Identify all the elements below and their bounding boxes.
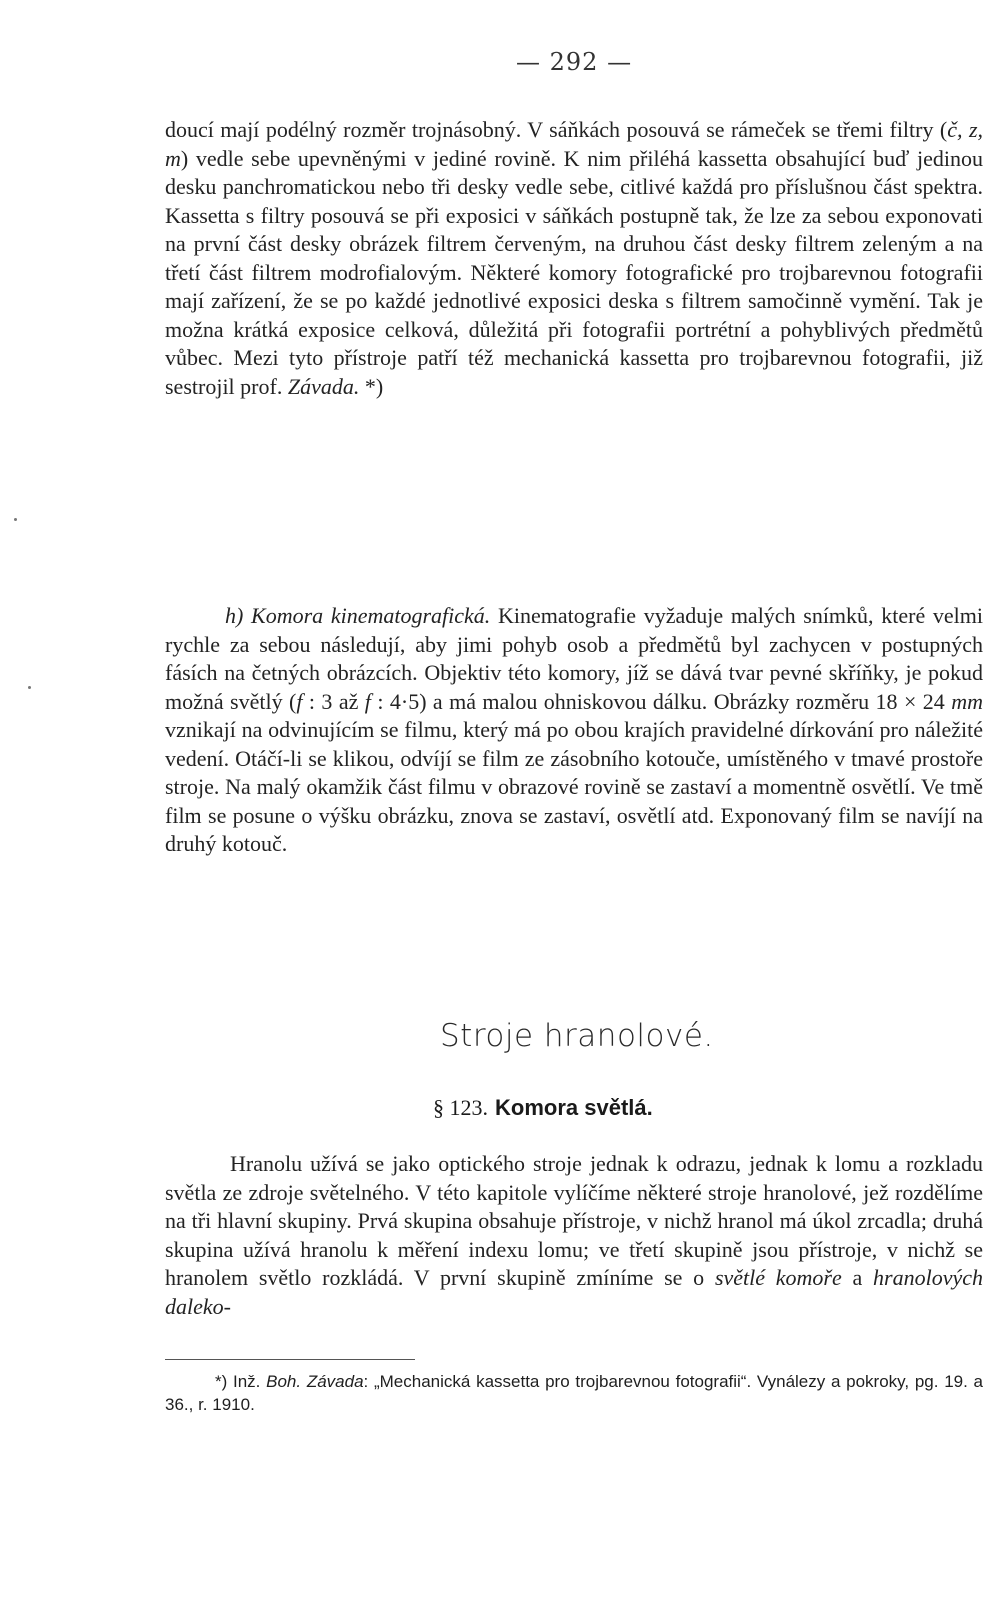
subsection-lead: h) Komora kinematografická. bbox=[225, 603, 491, 628]
scan-speck bbox=[28, 686, 31, 689]
paragraph-color-filters bbox=[165, 116, 983, 401]
author-name: Závada. bbox=[287, 373, 360, 399]
paragraph-text: doucí mají podélný rozměr trojnásobný. V sáňkách posouvá se rámeček se třemi filtry ( bbox=[165, 117, 948, 142]
paragraph-prism-instruments bbox=[165, 1150, 983, 1321]
section-heading bbox=[433, 1095, 653, 1121]
paragraph-text: Kinematografie vyžaduje malých snímků, které velmi rychle za sebou následují, aby jimi pohyb osob a předmětů byl zachycen v postupných fásích na četných obrázcích. Objektiv této komory, jíž se dává tvar pevné skříňky, je pokud možná světlý ( bbox=[165, 603, 983, 714]
footnote bbox=[165, 1370, 983, 1416]
paragraph-text: vznikají na odvinujícím se filmu, který má po obou krajích pravidelné dírkování pro náležité vedení. Otáčí-li se klikou, odvíjí se film ze zásobního kotouče, umístěného v tmavé prostoře stroje. Na malý okamžik část filmu v obrazové rovině se zastaví a momentně osvětlí. Ve tmě film se posune o výšku obrázku, znova se zastaví, osvětlí atd. Exponovaný film se navíjí na druhý kotouč. bbox=[165, 717, 983, 856]
paragraph-text: a bbox=[841, 1265, 874, 1290]
paragraph-text: ) vedle sebe upevněnými v jediné rovině. K nim přiléhá kassetta obsahující buď jedinou desku panchromatickou nebo tři desky vedle sebe, citlivé každá pro příslušnou část spektra. Kassetta s filtry posouvá se při exposici v sáňkách postupně tak, že lze za sebou exponovati na první část desky obrázek filtrem červeným, na druhou část desky filtrem zeleným a na třetí část filtrem modrofialovým. Některé komory fotografické pro trojbarevnou fotografii mají zařízení, že se po každé jednotlivé exposici deska s filtrem samočinně vymění. Tak je možna krátká exposice celková, důležitá při fotografii portrétní a pohyblivých předmětů vůbec. Mezi tyto přístroje patří též mechanická kassetta pro trojbarevnou fotografii, již sestrojil prof. bbox=[165, 145, 983, 399]
footnote-author: Boh. Závada bbox=[266, 1372, 364, 1391]
chapter-heading: Stroje hranolové. bbox=[440, 1018, 714, 1054]
scan-speck bbox=[14, 518, 17, 521]
emphasis-term: světlé komoře bbox=[714, 1265, 842, 1290]
aperture-symbol: f bbox=[296, 688, 303, 714]
paragraph-text: Hranolu užívá se jako optického stroje jednak k odrazu, jednak k lomu a rozkladu světla ze zdroje světelného. V této kapitole vylíčíme některé stroje hranolové, jež rozdělíme na tři hlavní skupiny. Prvá skupina obsahuje přístroje, v nichž hranol má úkol zrcadla; druhá skupina užívá hranolu k měření indexu lomu; ve třetí skupině jsou přístroje, v nichž se hranolem světlo rozkládá. V první skupině zmíníme se o bbox=[165, 1151, 983, 1290]
emphasis-term: hranolových daleko- bbox=[165, 1265, 984, 1319]
filter-letters: č, z, m bbox=[165, 117, 984, 171]
paragraph-cinematographic-camera bbox=[165, 602, 983, 859]
footnote-marker: *) Inž. bbox=[215, 1372, 267, 1391]
paragraph-text: : 4·5) a má malou ohniskovou dálku. Obrázky rozměru 18 × 24 bbox=[370, 688, 952, 714]
section-number: § 123. bbox=[433, 1095, 488, 1120]
footnote-text: : „Mechanická kassetta pro trojbarevnou fotografii“. Vynálezy a pokroky, pg. 19. a 36., r. 1910. bbox=[165, 1372, 984, 1414]
footnote-divider bbox=[165, 1359, 415, 1360]
paragraph-text: : 3 až bbox=[302, 688, 365, 714]
page-number: — 292 — bbox=[516, 48, 633, 76]
footnote-reference: *) bbox=[359, 373, 384, 399]
section-title: Komora světlá. bbox=[495, 1095, 653, 1120]
aperture-symbol: f bbox=[364, 688, 371, 714]
unit-mm: mm bbox=[951, 688, 983, 714]
